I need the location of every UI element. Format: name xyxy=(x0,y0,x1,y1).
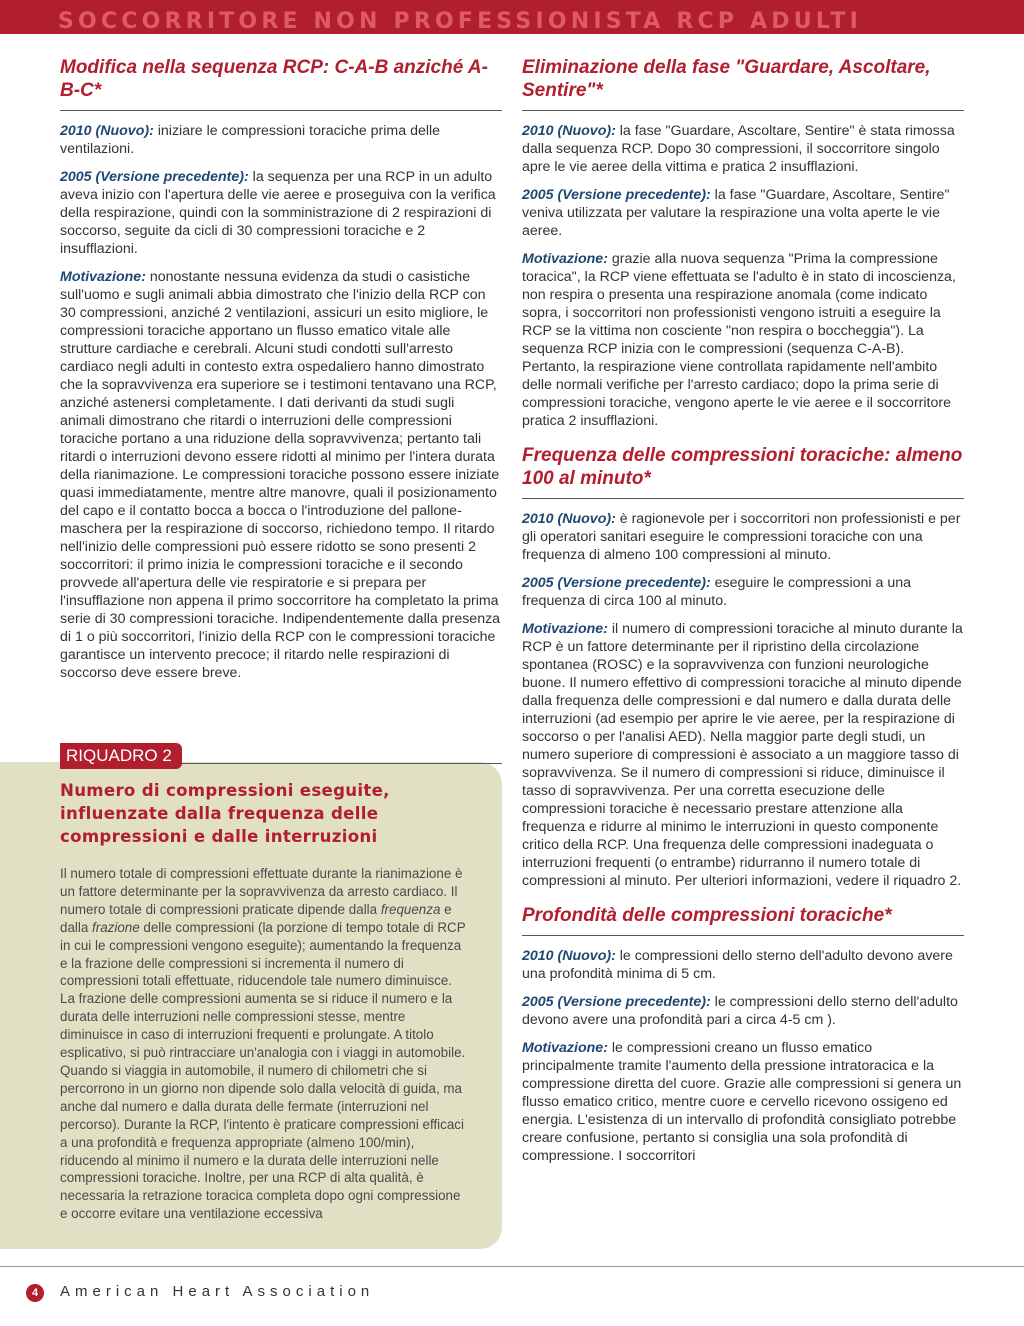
s1-label-2010: 2010 (Nuovo): xyxy=(522,123,616,139)
right-column xyxy=(522,56,964,1165)
box-tab: RIQUADRO 2 xyxy=(60,743,182,769)
s2-paragraph-motivazione xyxy=(522,620,964,890)
left-column xyxy=(60,56,502,682)
header-banner xyxy=(0,0,1024,34)
s1-paragraph-motivazione xyxy=(522,250,964,430)
s2-label-2010: 2010 (Nuovo): xyxy=(522,511,616,527)
footer-org-name: American Heart Association xyxy=(60,1283,375,1300)
s1-label-motivazione: Motivazione: xyxy=(522,251,608,267)
s2-text-2010: è ragionevole per i soccorritori non professionisti e per gli operatori sanitari eseguire le compressioni toraciche con una frequenza di almeno 100 compressioni al minuto. xyxy=(522,511,961,563)
box-body-frequenza: frequenza xyxy=(380,901,441,917)
s1-paragraph-2010 xyxy=(522,122,964,176)
section-title-profondita: Profondità delle compressioni toraciche* xyxy=(522,904,964,936)
page-number: 4 xyxy=(26,1284,44,1302)
section-title-frequenza: Frequenza delle compressioni toraciche: almeno 100 al minuto* xyxy=(522,444,964,499)
s1-label-2005: 2005 (Versione precedente): xyxy=(522,187,711,203)
riquadro-2-box xyxy=(0,746,502,1249)
box-body-frazione: frazione xyxy=(92,919,140,935)
s2-text-2005: eseguire le compressioni a una frequenza di circa 100 al minuto. xyxy=(522,575,912,609)
text-2005: la sequenza per una RCP in un adulto aveva inizio con l'apertura delle vie aeree e proseguiva con la verifica della respirazione, quindi con la somministrazione di 2 respirazioni di soccorso, seguite da cicli di 30 compressioni toraciche e 2 insufflazioni. xyxy=(60,169,496,257)
s3-label-2010: 2010 (Nuovo): xyxy=(522,948,616,964)
paragraph-old-2005 xyxy=(60,168,502,258)
section-title-sequence: Modifica nella sequenza RCP: C-A-B anziché A-B-C* xyxy=(60,56,502,111)
s1-text-motivazione: grazie alla nuova sequenza "Prima la compressione toracica", la RCP viene effettuata se l'adulto è in stato di incoscienza, non respira o presenta una respirazione anomala (come indicato sopra, i soccorritori non professionisti vengono istruiti a eseguire la RCP se la vittima non cosciente "non respira o boccheggia"). La sequenza RCP inizia con le compressioni (sequenza C-A-B). Pertanto, la respirazione viene controllata rapidamente nell'ambito delle normali verifiche per l'arresto cardiaco; dopo la prima serie di compressioni toraciche, vengono aperte le vie aeree e il soccorritore pratica 2 insufflazioni. xyxy=(522,251,956,429)
s2-paragraph-2010 xyxy=(522,510,964,564)
s3-text-motivazione: le compressioni creano un flusso ematico principalmente tramite l'aumento della pressione intratoracica e la compressione diretta del cuore. Grazie alle compressioni si genera un flusso ematico critico, mentre cuore e cervello ricevono ossigeno ed energia. L'esistenza di un intervallo di profondità consigliato potrebbe creare confusione, pertanto si consiglia una sola profondità di compressione. I soccorritori xyxy=(522,1040,962,1164)
s1-text-2005: la fase "Guardare, Ascoltare, Sentire" veniva utilizzata per valutare la respirazione una volta aperte le vie aeree. xyxy=(522,187,950,239)
s1-paragraph-2005 xyxy=(522,186,964,240)
s2-label-motivazione: Motivazione: xyxy=(522,621,608,637)
label-2010: 2010 (Nuovo): xyxy=(60,123,154,139)
s3-text-2010: le compressioni dello sterno dell'adulto devono avere una profondità minima di 5 cm. xyxy=(522,948,953,982)
box-body-c: delle compressioni (la porzione di tempo totale di RCP in cui le compressioni vengono eseguite); aumentando la frequenza e la frazione delle compressioni si incrementa il numero di compressioni totali effettuate, riducendole tale numero diminuisce. La frazione delle compressioni aumenta se si riduce il numero e la durata delle interruzioni nelle compressioni stesse, mentre diminuisce in caso di interruzioni frequenti e prolungate. A titolo esplicativo, si può rintracciare un'analogia con i viaggi in automobile. Quando si viaggia in automobile, il numero di chilometri che si percorrono in un giorno non dipende solo dalla velocità di guida, ma anche dal numero e dalla durata delle fermate (interruzioni nel percorso). Durante la RCP, l'intento è praticare compressioni efficaci a una profondità e frequenza appropriate (almeno 100/min), riducendo al minimo il numero e la durata delle interruzioni nelle compressioni toraciche. Inoltre, per una RCP di alta qualità, è necessaria la retrazione toracica completa dopo ogni compressione e occorre evitare una ventilazione eccessiva xyxy=(60,919,466,1222)
box-rule xyxy=(168,763,502,764)
box-body xyxy=(60,865,470,1223)
banner-title: SOCCORRITORE NON PROFESSIONISTA RCP ADULTI xyxy=(58,9,862,34)
text-motivazione: nonostante nessuna evidenza da studi o casistiche sull'uomo e sugli animali abbia dimostrato che l'inizio della RCP con 30 compressioni, anziché 2 ventilazioni, assicuri un esito migliore, le compressioni toraciche apportano un flusso ematico vitale alle strutture cardiache e cerebrali. Alcuni studi condotti sull'arresto cardiaco negli adulti in contesto extra ospedaliero hanno dimostrato che la sopravvivenza era superiore se i testimoni tentavano una RCP, anziché astenersi completamente. I dati derivanti da studi sugli animali dimostrano che ritardi o interruzioni delle compressioni toraciche portano a una riduzione della sopravvivenza; pertanto tali ritardi o interruzioni devono essere ridotti al minimo per l'intera durata della rianimazione. Le compressioni toraciche possono essere iniziate quasi immediatamente, mentre altre manovre, quali il posizionamento del capo e il contatto bocca a bocca o l'introduzione del pallone-maschera per la respirazione di soccorso, richiedono tempo. Il ritardo nell'inizio delle compressioni può essere ridotto se sono presenti 2 soccorritori: il primo inizia le compressioni toraciche e il secondo provvede all'apertura delle vie respiratorie e si prepara per l'insufflazione non appena il primo soccorritore ha completato la prima serie di 30 compressioni toraciche. Indipendentemente dalla presenza di 1 o più soccorritori, l'inizio della RCP con le compressioni toraciche garantisce un intervento precoce; il ritardo nelle respirazioni di soccorso deve essere breve. xyxy=(60,269,501,681)
box-title: Numero di compressioni eseguite, influenzate dalla frequenza delle compressioni e dalle interruzioni xyxy=(60,781,390,846)
footer-rule xyxy=(0,1266,1024,1267)
s3-paragraph-2005 xyxy=(522,993,964,1029)
label-motivazione: Motivazione: xyxy=(60,269,146,285)
box-body-a: Il numero totale di compressioni effettuate durante la rianimazione è un fattore determinante per la sopravvivenza da arresto cardiaco. Il numero totale di compressioni praticate dipende dalla xyxy=(60,866,463,917)
label-2005: 2005 (Versione precedente): xyxy=(60,169,249,185)
text-2010: iniziare le compressioni toraciche prima delle ventilazioni. xyxy=(60,123,441,157)
page-footer xyxy=(0,1266,1024,1306)
s2-text-motivazione: il numero di compressioni toraciche al minuto durante la RCP è un fattore determinante per il ripristino della circolazione spontanea (ROSC) e la sopravvivenza con funzioni neurologiche buone. Il numero effettivo di compressioni toraciche al minuto dipende dalla frequenza delle compressioni e dal numero e dalla durata delle interruzioni (ad esempio per aprire le vie aeree, per la respirazione di soccorso o per l'analisi AED). Nella maggior parte degli studi, un numero superiore di compressioni è associato a un maggiore tasso di sopravvivenza. Se il numero di compressioni si riduce, diminuisce il tasso di sopravvivenza. Per una corretta esecuzione delle compressioni toraciche è necessario prestare attenzione alla frequenza e ridurre al minimo le interruzioni in questo componente critico della RCP. Una frequenza delle compressioni inadeguata o interruzioni frequenti (o entrambe) ridurranno il numero totale di compressioni al minuto. Per ulteriori informazioni, vedere il riquadro 2. xyxy=(522,621,963,889)
s3-label-2005: 2005 (Versione precedente): xyxy=(522,994,711,1010)
s3-text-2005: le compressioni dello sterno dell'adulto devono avere una profondità pari a circa 4-5 cm ). xyxy=(522,994,958,1028)
paragraph-new-2010 xyxy=(60,122,502,158)
s3-paragraph-motivazione xyxy=(522,1039,964,1165)
s3-label-motivazione: Motivazione: xyxy=(522,1040,608,1056)
s2-paragraph-2005 xyxy=(522,574,964,610)
s2-label-2005: 2005 (Versione precedente): xyxy=(522,575,711,591)
box-body-b: e dalla xyxy=(60,901,452,935)
s3-paragraph-2010 xyxy=(522,947,964,983)
section-title-guardare: Eliminazione della fase "Guardare, Ascoltare, Sentire"* xyxy=(522,56,964,111)
s1-text-2010: la fase "Guardare, Ascoltare, Sentire" è stata rimossa dalla sequenza RCP. Dopo 30 compressioni, il soccorritore singolo apre le vie aeree della vittima e pratica 2 insufflazioni. xyxy=(522,123,955,175)
paragraph-motivazione xyxy=(60,268,502,682)
